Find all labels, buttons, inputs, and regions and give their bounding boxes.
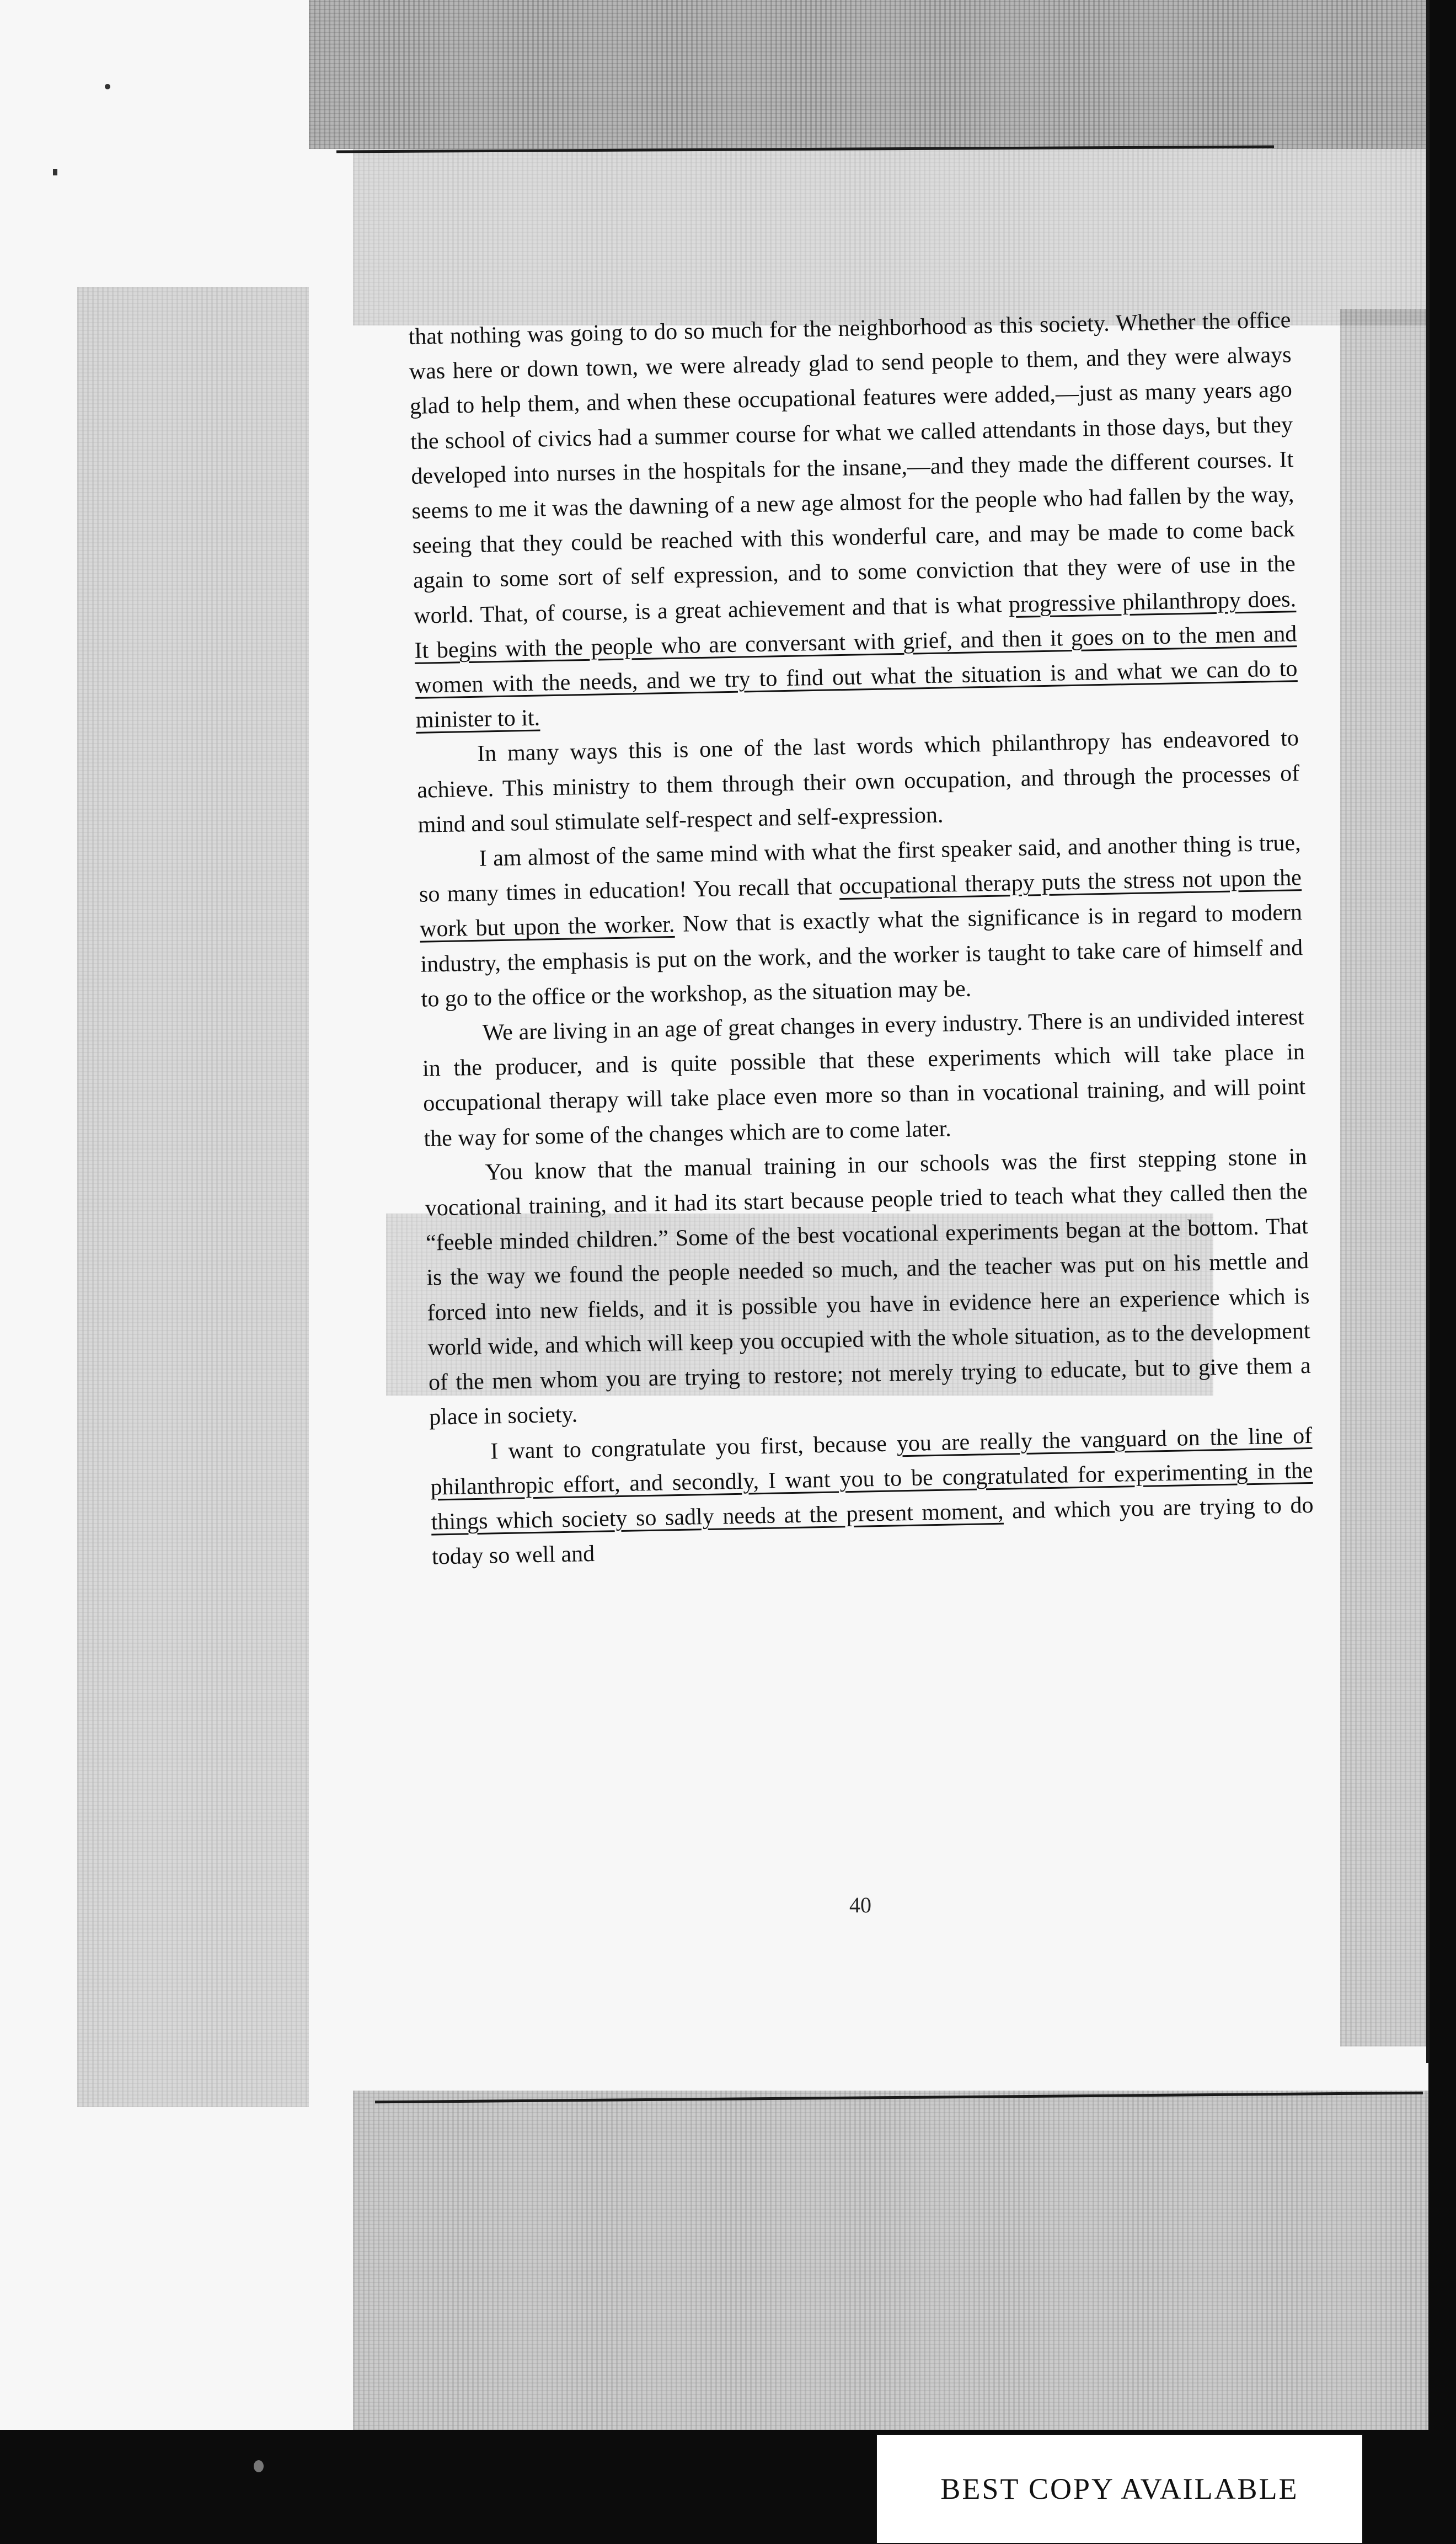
underlined-run: you are really the vanguard on the line of philanthropic effort, and secondly, I want you to be congratulated for experimenting in the things which society so sadly needs at the present moment, — [430, 1423, 1313, 1535]
text-run: I am almost of the same mind with what the first speaker said, and another thing is true, so many times in education! You recall that — [419, 830, 1301, 908]
speck-mark — [53, 169, 57, 175]
scan-noise-bottom — [353, 2091, 1428, 2430]
page-edge-right — [1426, 0, 1430, 2063]
scan-noise-left — [77, 287, 309, 2107]
paragraph-4 — [421, 1000, 1307, 1156]
text-run: In many ways this is one of the last words which philanthropy has endeavored to achieve. This ministry to them through their own occupation, and through the processes of mind and soul stimulate self-respect and self-expression. — [416, 725, 1300, 838]
text-run: and which you are trying to do today so well and — [431, 1492, 1314, 1570]
underlined-run: progressive philanthropy does. It begins with the people who are conversant with grief, and then it goes on to the men and women with the needs, and we try to find out what the situation is and what we can do to minister to it. — [414, 586, 1298, 734]
text-run: I want to congratulate you first, because — [490, 1430, 897, 1465]
document-body — [408, 303, 1314, 1575]
speck-mark — [254, 2460, 264, 2472]
page-number: 40 — [849, 1893, 871, 1917]
paragraph-1 — [408, 303, 1298, 738]
paragraph-3 — [418, 826, 1304, 1017]
text-run: You know that the manual training in our schools was the first stepping stone in vocational training, and it had its start because people tried to teach what they called then the “feeble minded children.” Some of the best vocational experiments began at the bottom. That is the way we found the people needed so much, and the teacher was put on his mettle and forced into new fields, and it is possible you have in evidence here an experience which is world wide, and which will keep you occupied with the whole situation, as to the development of the men whom you are trying to restore; not merely trying to educate, but to give them a place in society. — [425, 1143, 1312, 1430]
underlined-run: occupational therapy puts the stress not upon the work but upon the worker. — [419, 865, 1302, 943]
speck-mark — [105, 84, 110, 89]
text-run: Now that is exactly what the significance is in regard to modern industry, the emphasis is put on the work, and the worker is taught to take care of himself and to go to the office or the workshop, as the situation may be. — [420, 900, 1303, 1012]
paragraph-6 — [430, 1418, 1315, 1574]
scan-noise-top — [309, 0, 1428, 149]
paragraph-2 — [416, 721, 1300, 843]
text-run: We are living in an age of great changes in every industry. There is an undivided interest in the producer, and is quite possible that these experiments which will take place in occupational therapy will take place even more so than in vocational training, and will point the way for some of the changes which are to come later. — [422, 1004, 1306, 1152]
scan-noise-right — [1340, 309, 1428, 2046]
paragraph-5 — [424, 1140, 1312, 1435]
scan-noise-top-faint — [353, 149, 1428, 325]
best-copy-stamp: BEST COPY AVAILABLE — [876, 2434, 1363, 2544]
text-run: that nothing was going to do so much for the neighborhood as this society. Whether the office was here or down town, we were already glad to send people to them, and they were always glad to help them, and when these occupational features were added,—just as many years ago the school of civics had a summer course for what we called attendants in those days, but they developed into nurses in the hospitals for the insane,—and they made the different courses. It seems to me it was the dawning of a new age almost for the people who had fallen by the way, seeing that they could be reached with this wonderful care, and may be made to come back again to some sort of self expression, and to some conviction that they were of use in the world. That, of course, is a great achievement and that is what — [408, 307, 1296, 629]
